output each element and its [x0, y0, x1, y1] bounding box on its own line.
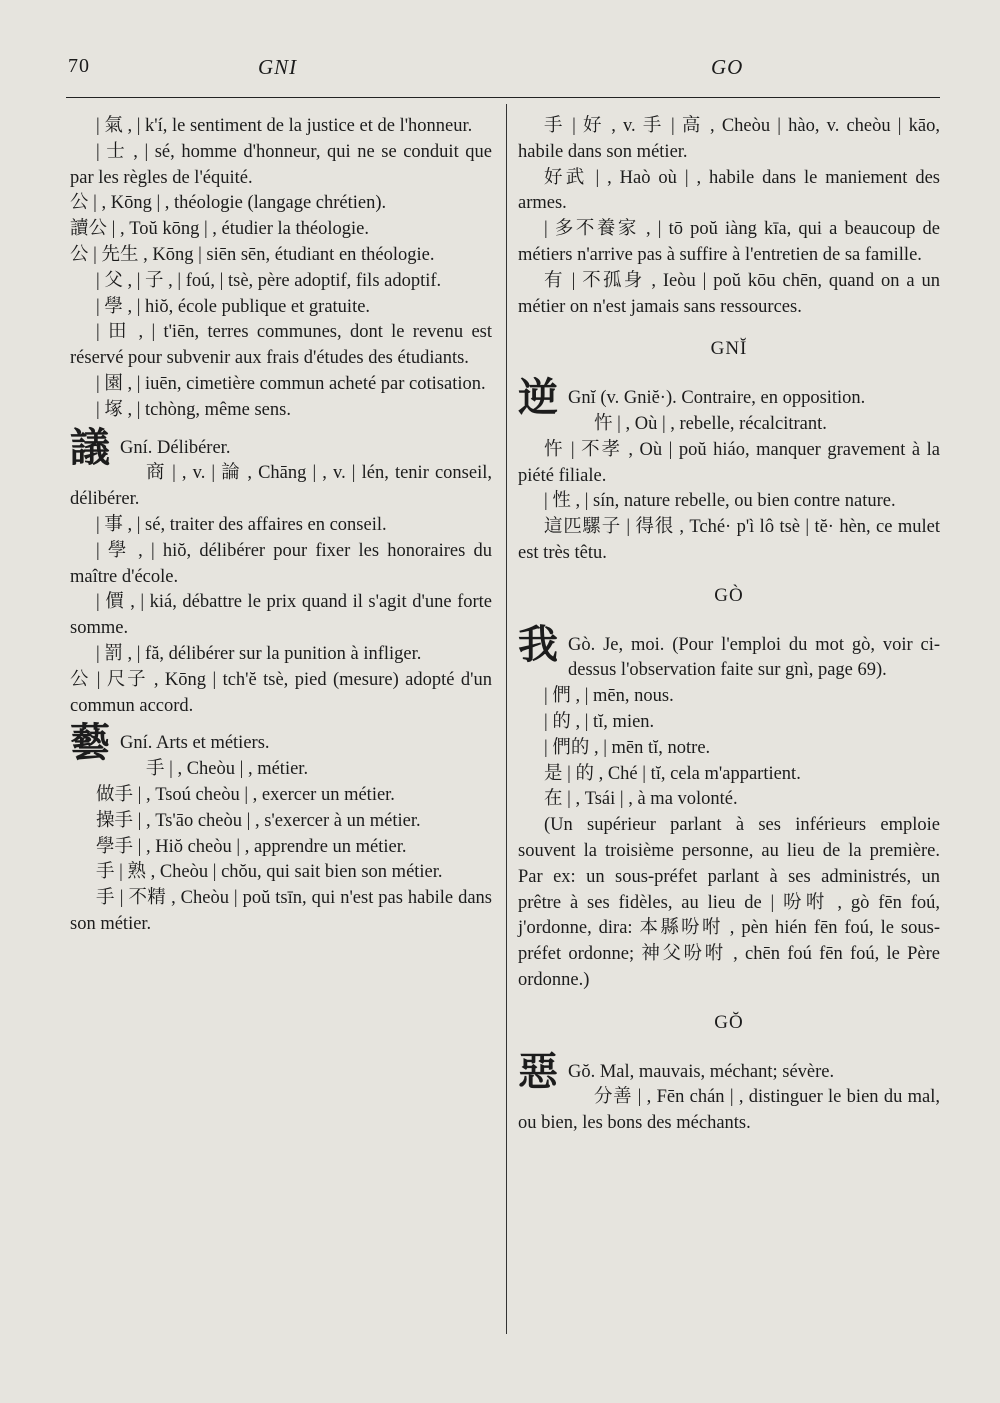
- entry: 手 | 熟 , Cheòu | chŏu, qui sait bien son métier.: [96, 862, 443, 883]
- entry: | 性 , | sín, nature rebelle, ou bien contre nature.: [544, 491, 896, 512]
- header-rule: [66, 97, 940, 98]
- entry: 這匹騾子 | 得很 , Tché· p'ì lô tsè | tĕ· hèn, ce mulet est très têtu.: [518, 517, 940, 563]
- section-heading: GÒ: [714, 584, 744, 606]
- headword-character: 逆: [518, 375, 558, 422]
- entry: | 罰 , | fă, délibérer sur la punition à infliger.: [96, 643, 422, 664]
- entry: | 們的 , | mēn tĭ, notre.: [544, 737, 711, 758]
- headword-entry: [70, 424, 492, 471]
- headword-character: 藝: [70, 720, 110, 767]
- headword-entry: [70, 719, 492, 767]
- headword-entry: [518, 374, 940, 422]
- entry: | 們 , | mēn, nous.: [544, 686, 674, 707]
- left-column: [70, 114, 492, 938]
- entry: | 事 , | sé, traiter des affaires en conseil.: [96, 514, 387, 535]
- entry: | 學 , | hiŏ, école publique et gratuite.: [96, 296, 371, 317]
- entry: | 園 , | iuēn, cimetière commun acheté par cotisation.: [96, 373, 486, 394]
- entry: 商 | , v. | 論 , Chāng | , v. | lén, tenir conseil, délibérer.: [70, 463, 492, 510]
- entry: | 塚 , | tchòng, même sens.: [96, 399, 291, 420]
- headword-definition: Gní. Arts et métiers.: [120, 733, 270, 754]
- section-heading: GŎ: [714, 1011, 744, 1033]
- entry: | 價 , | kiá, débattre le prix quand il s'agit d'une forte somme.: [70, 592, 492, 639]
- headword-definition: Gò. Je, moi. (Pour l'emploi du mot gò, voir ci-dessus l'observation faite sur gnì, page 69).: [568, 634, 940, 681]
- right-running-heading: GO: [711, 55, 744, 79]
- entry: 學手 | , Hiŏ cheòu | , apprendre un métier.: [96, 836, 407, 857]
- usage-note: (Un supérieur parlant à ses inférieurs emploie souvent la troisième personne, au lieu de la première. Par ex: un sous-préfet parlant à ses administrés, un prêtre à ses fidèles, au lieu de | 吩咐 , gò fēn foú, j'ordonne, dira: 本縣吩咐 , pèn hién fēn foú, le sous-préfet ordonne; 神父吩咐 , chēn foú fēn foú, le Père ordonne.): [518, 815, 940, 990]
- entry: 公 | 尺子 , Kōng | tch'ĕ tsè, pied (mesure) adopté d'un commun accord.: [70, 669, 492, 716]
- entry: | 氣 , | k'í, le sentiment de la justice et de l'honneur.: [96, 116, 473, 136]
- headword-definition: Gní. Délibérer.: [120, 437, 231, 458]
- entry: 分善 | , Fēn chán | , distinguer le bien du mal, ou bien, les bons des méchants.: [518, 1087, 940, 1134]
- right-column: [518, 114, 940, 1137]
- entry: 手 | , Cheòu | , métier.: [146, 759, 309, 780]
- entry: | 父 , | 子 , | foú, | tsè, père adoptif, fils adoptif.: [96, 270, 442, 291]
- entry: | 多不養家 , | tō poŭ iàng kīa, qui a beaucoup de métiers n'arrive pas à suffire à l'entretien de sa famille.: [518, 219, 940, 265]
- entry: 是 | 的 , Ché | tĭ, cela m'appartient.: [544, 763, 801, 784]
- headword-character: 我: [518, 621, 558, 668]
- headword-definition: Gnĭ (v. Gniĕ·). Contraire, en opposition.: [568, 388, 866, 409]
- entry: 讀公 | , Toŭ kōng | , étudier la théologie.: [70, 219, 369, 240]
- section-heading: GNĬ: [710, 338, 748, 360]
- headword-entry: [518, 1048, 940, 1095]
- entry: | 士 , | sé, homme d'honneur, qui ne se conduit que par les règles de l'équité.: [70, 141, 492, 188]
- entry: 忤 | , Où | , rebelle, récalcitrant.: [594, 413, 827, 434]
- column-divider: [506, 104, 507, 1334]
- entry: 手 | 好 , v. 手 | 高 , Cheòu | hào, v. cheòu | kāo, habile dans son métier.: [518, 116, 940, 162]
- headword-definition: Gŏ. Mal, mauvais, méchant; sévère.: [568, 1061, 835, 1082]
- entry: 操手 | , Ts'āo cheòu | , s'exercer à un métier.: [96, 810, 421, 831]
- headword-character: 議: [70, 424, 110, 471]
- page-number: 70: [68, 55, 90, 77]
- headword-character: 惡: [518, 1048, 558, 1095]
- entry: 忤 | 不孝 , Où | poŭ hiáo, manquer gravement à la piété filiale.: [518, 439, 940, 486]
- entry: 公 | 先生 , Kōng | siēn sēn, étudiant en théologie.: [70, 244, 435, 265]
- entry: 在 | , Tsái | , à ma volonté.: [544, 789, 738, 810]
- entry: 公 | , Kōng | , théologie (langage chrétien).: [70, 193, 387, 214]
- entry: | 田 , | t'iēn, terres communes, dont le revenu est réservé pour subvenir aux frais d'études des étudiants.: [70, 322, 492, 369]
- entry: 做手 | , Tsoú cheòu | , exercer un métier.: [96, 784, 395, 805]
- entry: | 的 , | tĭ, mien.: [544, 711, 655, 732]
- entry: 好武 | , Haò où | , habile dans le maniement des armes.: [518, 167, 940, 214]
- left-running-heading: GNI: [258, 55, 298, 79]
- entry: | 學 , | hiŏ, délibérer pour fixer les honoraires du maître d'école.: [70, 540, 492, 587]
- headword-entry: [518, 621, 940, 685]
- entry: 手 | 不精 , Cheòu | poŭ tsīn, qui n'est pas habile dans son métier.: [70, 888, 492, 934]
- entry: 有 | 不孤身 , Ieòu | poŭ kōu chēn, quand on a un métier on n'est jamais sans ressources.: [518, 270, 940, 317]
